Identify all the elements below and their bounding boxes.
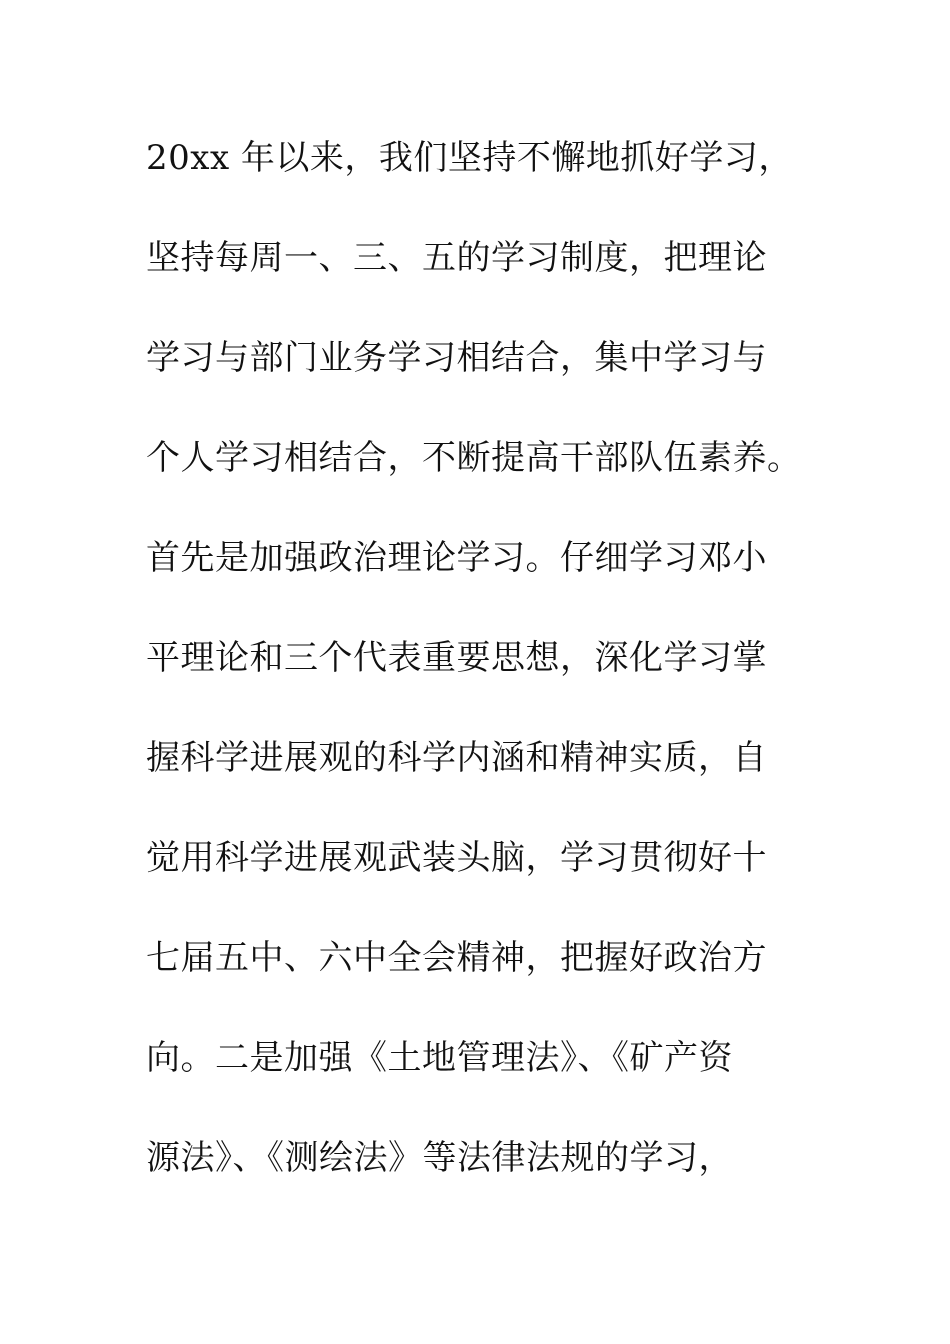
text-line: 七届五中、六中全会精神，把握好政治方 (146, 938, 767, 978)
text-line: 向。二是加强《土地管理法》、《矿产资 (146, 1038, 733, 1078)
text-line: 坚持每周一、三、五的学习制度，把理论 (146, 238, 767, 278)
text-line: 握科学进展观的科学内涵和精神实质，自 (146, 738, 767, 778)
text-line: 觉用科学进展观武装头脑，学习贯彻好十 (146, 838, 767, 878)
text-line: 源法》、《测绘法》等法律法规的学习， (146, 1138, 733, 1178)
text-line: 20xx 年以来，我们坚持不懈地抓好学习， (146, 138, 793, 178)
text-line: 个人学习相结合，不断提高干部队伍素养。 (146, 438, 802, 478)
text-line: 平理论和三个代表重要思想，深化学习掌 (146, 638, 767, 678)
text-line: 学习与部门业务学习相结合，集中学习与 (146, 338, 767, 378)
body-text (146, 128, 826, 1228)
text-line: 首先是加强政治理论学习。仔细学习邓小 (146, 538, 767, 578)
